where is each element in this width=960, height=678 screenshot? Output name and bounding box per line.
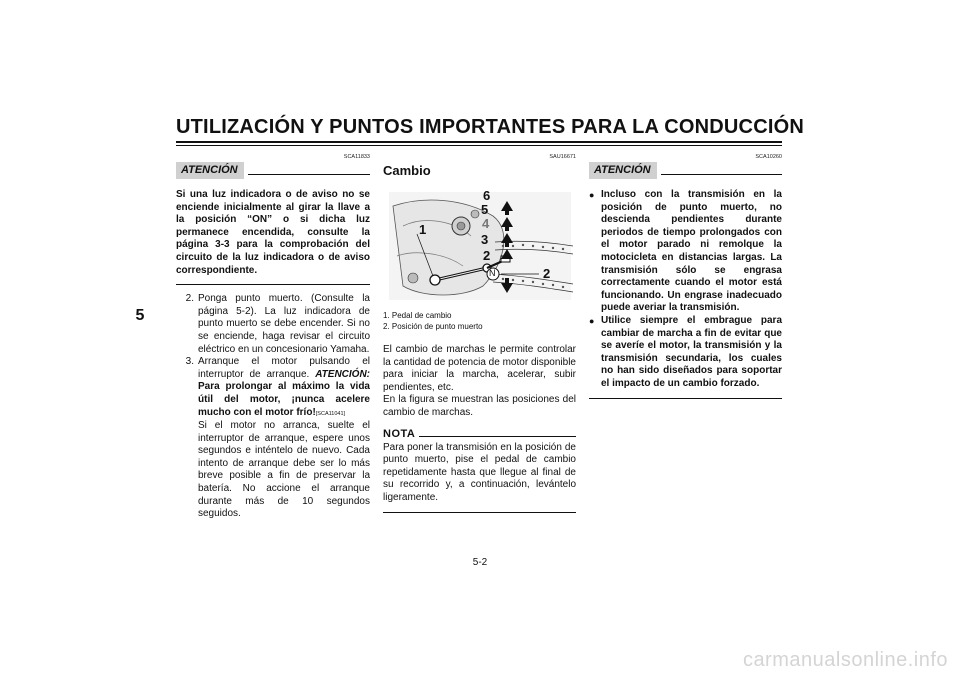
ref-code: SAU16671 [549, 154, 576, 160]
gear-label-2: 2 [483, 248, 491, 263]
warning-end-rule [589, 398, 782, 399]
step-3-text-a: Arranque el motor pulsando el interruptor de arranque. [198, 356, 370, 380]
ref-code: SCA11833 [343, 154, 370, 160]
ref-code: SCA10260 [755, 154, 782, 160]
header-rule [176, 141, 782, 143]
caption-item-2: 2. Posición de punto muerto [383, 322, 483, 331]
page-number: 5-2 [472, 557, 488, 568]
atencion-label: ATENCIÓN [176, 162, 244, 179]
section-title: Cambio [383, 163, 431, 178]
step-3 [176, 356, 370, 521]
warning-text: Si una luz indicadora o de aviso no se enciende inicialmente al girar la llave a la posición “ON” o si dicha luz permanece encendida, consulte la página 3-3 para la comprobación del circuito de la luz indicadora o de aviso correspondiente. [176, 189, 370, 276]
nota-text: Para poner la transmisión en la posición de punto muerto, pise el pedal de cambio repetidamente hasta que llegue al final de su recorrido y, a continuación, levántelo ligeramente. [383, 441, 576, 503]
atencion-header [589, 162, 782, 179]
atencion-label: ATENCIÓN [589, 162, 657, 179]
atencion-header [176, 162, 370, 179]
gear-shift-illustration [383, 186, 576, 306]
watermark: carmanualsonline.info [742, 649, 948, 671]
callout-2: 2 [543, 266, 551, 281]
nota-label: NOTA [383, 427, 416, 440]
column-left [176, 153, 370, 521]
gear-label-3: 3 [481, 232, 489, 247]
bullet-text: Incluso con la transmisión en la posición de punto muerto, no descienda pendientes durante periodos de tiempo prolongados con el motor parado ni remolque la motocicleta en distancias largas. La transmisión sólo se engrasa correctamente cuando el motor está funcionando. Un engrase inadecuado puede averiar la transmisión. [601, 189, 782, 314]
gear-shift-figure [383, 186, 576, 306]
bullet-text: Utilice siempre el embrague para cambiar de marcha a fin de evitar que se averíe el motor, la transmisión y la transmisión secundaria, los cuales no han sido diseñados para soportar el impacto de un cambio forzado. [601, 314, 782, 389]
nota-rule [419, 436, 576, 437]
warning-bullets [589, 189, 782, 391]
step-text: Ponga punto muerto. (Consulte la página 5-2). La luz indicadora de punto muerto se debe encender. Si no se enciende, haga revisar el circuito eléctrico en un concesionario Yamaha. [198, 293, 370, 355]
gear-label-n: N [489, 268, 496, 278]
paragraph-2: En la figura se muestran las posiciones del cambio de marchas. [383, 394, 576, 418]
nota-end-rule [383, 512, 576, 513]
nota-header [383, 428, 576, 440]
page-title: UTILIZACIÓN Y PUNTOS IMPORTANTES PARA LA CONDUCCIÓN [176, 116, 804, 138]
header-rule-thin [176, 145, 782, 146]
step-3-warning: Para prolongar al máximo la vida útil del motor, ¡nunca acelere mucho con el motor frío! [198, 381, 370, 418]
column-middle [383, 153, 576, 513]
step-number: 2. [185, 293, 194, 305]
bullet-icon: ● [589, 190, 595, 200]
atencion-rule [661, 174, 782, 175]
gear-label-5: 5 [481, 202, 489, 217]
gear-label-6: 6 [483, 188, 491, 203]
step-3-code: [SCA11041] [315, 410, 346, 417]
caption-item-1: 1. Pedal de cambio [383, 311, 452, 320]
step-3-atencion: ATENCIÓN: [315, 368, 370, 380]
warning-end-rule [176, 284, 370, 285]
chapter-tab: 5 [135, 307, 145, 324]
atencion-rule [248, 174, 370, 175]
list-item [589, 189, 782, 315]
figure-caption [383, 310, 576, 332]
gear-label-4: 4 [482, 216, 490, 231]
step-2 [176, 293, 370, 356]
step-3-text-b: Si el motor no arranca, suelte el interruptor de arranque, espere unos segundos e inténtelo de nuevo. Cada intento de arranque debe ser lo más breve posible a fin de preservar la batería. No accione el arranque durante más de 10 segundos seguidos. [198, 420, 370, 520]
step-text [198, 356, 370, 521]
step-number: 3. [185, 356, 194, 368]
callout-1: 1 [419, 222, 427, 237]
list-item [589, 315, 782, 391]
column-right [589, 153, 782, 399]
paragraph-1: El cambio de marchas le permite controlar la cantidad de potencia de motor disponible para iniciar la marcha, acelerar, subir pendientes, etc. [383, 344, 576, 393]
bullet-icon: ● [589, 315, 595, 326]
